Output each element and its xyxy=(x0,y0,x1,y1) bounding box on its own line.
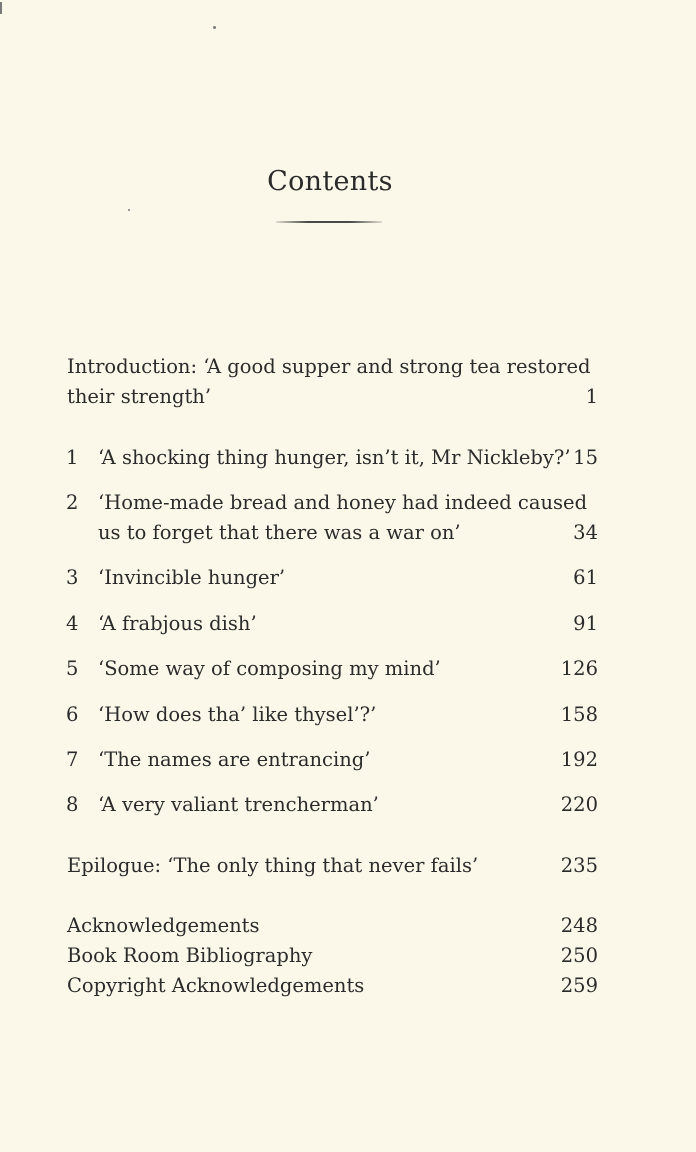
chapter-number: 1 xyxy=(66,446,79,469)
paper-edge-mark xyxy=(0,2,2,14)
entry-label-line: ‘How does tha’ like thysel’?’ xyxy=(98,703,377,726)
chapter-number: 6 xyxy=(66,703,79,726)
entry-label xyxy=(98,700,568,730)
entry-label xyxy=(67,851,567,881)
paper-speck xyxy=(213,26,216,29)
entry-label xyxy=(98,609,568,639)
entry-label-line: ‘Invincible hunger’ xyxy=(98,566,286,589)
entry-label xyxy=(67,971,567,1001)
entry-page-number: 248 xyxy=(560,914,598,937)
entry-page-number: 192 xyxy=(560,748,598,771)
entry-label xyxy=(98,654,568,684)
entry-label-line: ‘A very valiant trencherman’ xyxy=(98,793,379,816)
entry-label xyxy=(67,941,567,971)
entry-label xyxy=(98,745,568,775)
entry-page-number: 61 xyxy=(573,566,598,589)
entry-page-number: 220 xyxy=(560,793,598,816)
entry-label xyxy=(98,790,568,820)
entry-label xyxy=(67,911,567,941)
paper-speck xyxy=(128,209,130,211)
entry-label-line: ‘A frabjous dish’ xyxy=(98,612,257,635)
entry-page-number: 235 xyxy=(560,854,598,877)
entry-label-line: ‘A shocking thing hunger, isn’t it, Mr Nickleby?’ xyxy=(98,446,571,469)
title-rule xyxy=(276,221,382,223)
chapter-number: 2 xyxy=(66,491,79,514)
entry-label-line: ‘The names are entrancing’ xyxy=(98,748,371,771)
chapter-number: 8 xyxy=(66,793,79,816)
entry-label-line: Acknowledgements xyxy=(67,914,260,937)
entry-label-line: Book Room Bibliography xyxy=(67,944,313,967)
entry-label-line: us to forget that there was a war on’ xyxy=(98,521,461,544)
chapter-number: 3 xyxy=(66,566,79,589)
entry-page-number: 91 xyxy=(573,612,598,635)
entry-page-number: 250 xyxy=(560,944,598,967)
chapter-number: 7 xyxy=(66,748,79,771)
entry-page-number: 158 xyxy=(560,703,598,726)
entry-page-number: 1 xyxy=(585,385,598,408)
entry-label-line: ‘Some way of composing my mind’ xyxy=(98,657,441,680)
entry-page-number: 15 xyxy=(573,446,598,469)
entry-page-number: 259 xyxy=(560,974,598,997)
entry-label-line: ‘Home-made bread and honey had indeed caused xyxy=(98,491,588,514)
entry-label-line: Epilogue: ‘The only thing that never fails’ xyxy=(67,854,479,877)
chapter-number: 4 xyxy=(66,612,79,635)
entry-label xyxy=(98,443,571,473)
entry-label-line: Copyright Acknowledgements xyxy=(67,974,365,997)
entry-label-line: their strength’ xyxy=(67,385,212,408)
entry-label xyxy=(67,352,591,412)
page-title: Contents xyxy=(267,166,393,197)
entry-page-number: 34 xyxy=(573,521,598,544)
entry-page-number: 126 xyxy=(560,657,598,680)
entry-label-line: Introduction: ‘A good supper and strong tea restored xyxy=(67,355,591,378)
entry-label xyxy=(98,563,568,593)
chapter-number: 5 xyxy=(66,657,79,680)
